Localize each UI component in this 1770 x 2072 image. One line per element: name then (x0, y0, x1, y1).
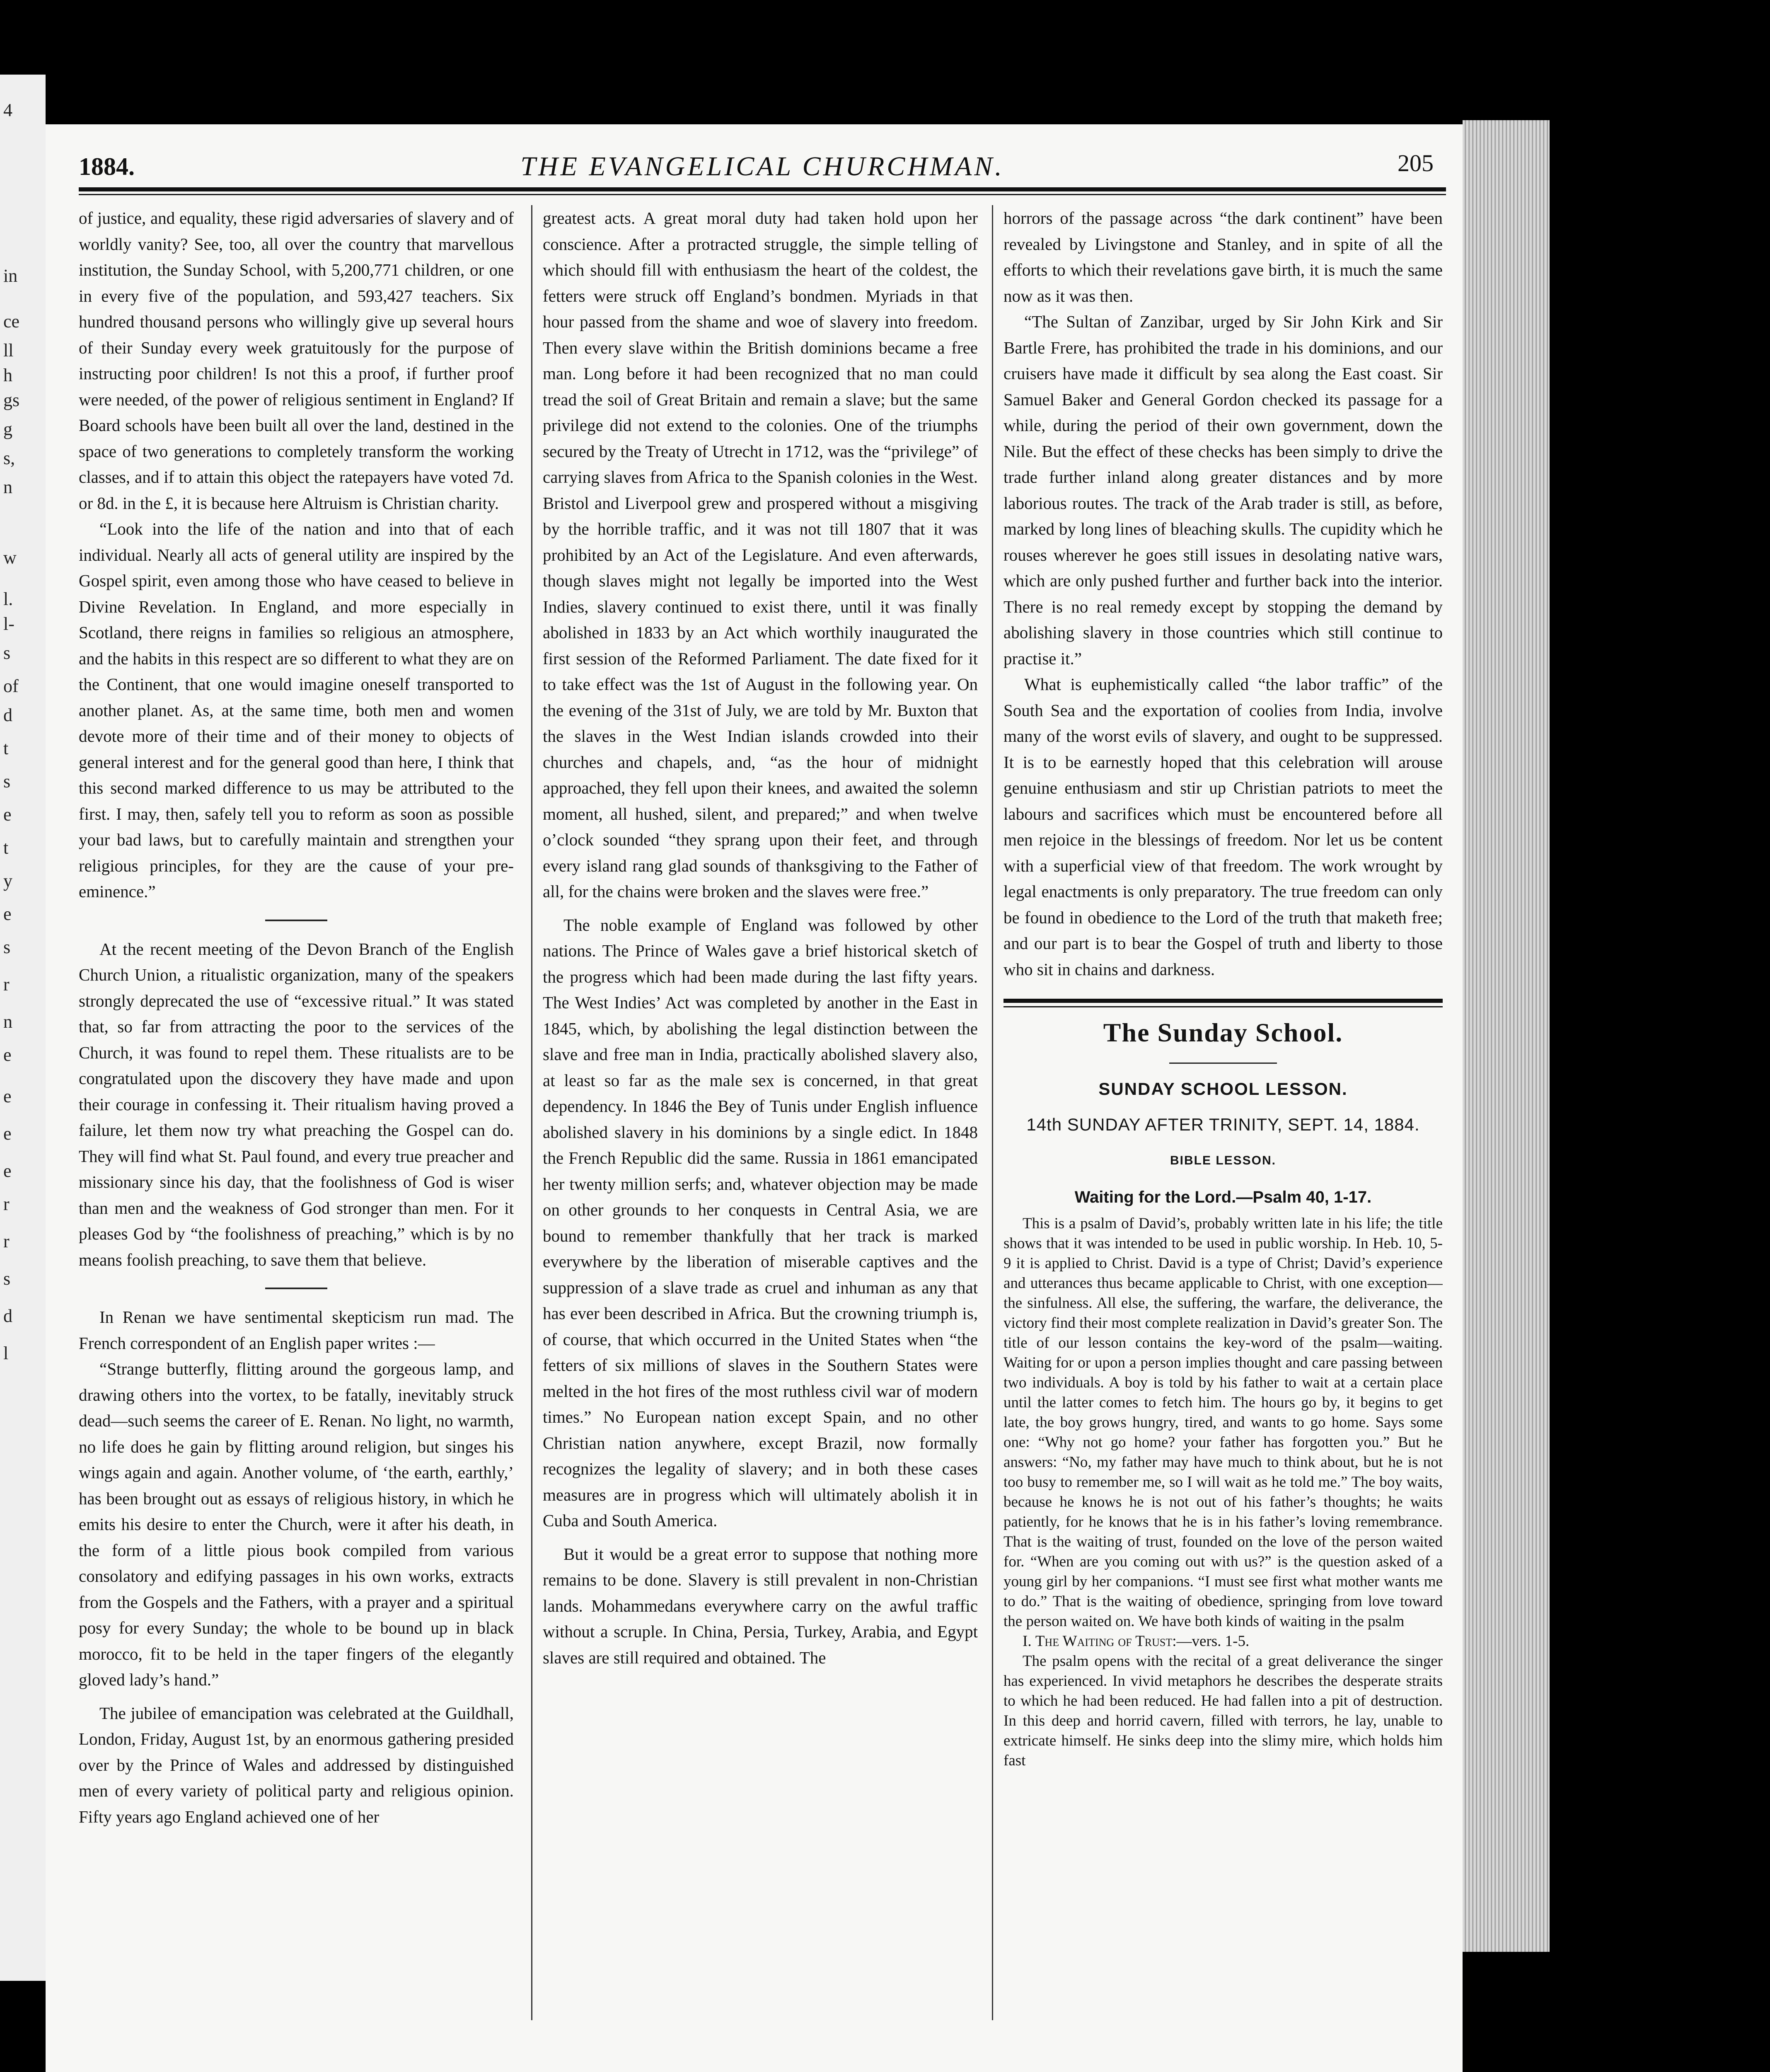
section-rule-light (1003, 1006, 1443, 1007)
adjacent-page-fragment: d (3, 1306, 12, 1326)
lesson-title: SUNDAY SCHOOL LESSON. (1098, 1079, 1348, 1099)
adjacent-page-fragment: l (3, 1343, 9, 1363)
column-2 (543, 205, 978, 2070)
adjacent-page-fragment: s (3, 771, 11, 792)
header-year: 1884. (79, 153, 135, 180)
paragraph: The jubilee of emancipation was celebrated at the Guildhall, London, Friday, August 1st, by an enormous gathering presided over by the Prince of Wales and addressed by distinguished men of every variety of political party and religious opinion. Fifty years ago England achieved one of her (79, 1703, 514, 1826)
adjacent-page-fragment: ce (3, 311, 20, 332)
adjacent-page-fragment: in (3, 266, 18, 286)
newspaper-page (46, 124, 1463, 2072)
adjacent-page-fragment: e (3, 1161, 12, 1181)
adjacent-page-fragment: s (3, 643, 11, 663)
adjacent-page-fragment: w (3, 547, 17, 568)
part-verses: :—vers. 1-5. (1172, 1632, 1250, 1650)
lesson-body (1003, 1214, 1443, 1771)
adjacent-page-fragment: s (3, 937, 11, 957)
adjacent-page-fragment: g (3, 419, 12, 439)
section-divider (265, 920, 327, 921)
part-title: The Waiting of Trust (1035, 1632, 1173, 1650)
page-header (79, 149, 1446, 182)
adjacent-page-fragment: l. (3, 589, 13, 609)
header-rule (79, 187, 1446, 191)
book-edge (1463, 120, 1550, 1952)
sunday-school-section-title: The Sunday School. (1103, 1018, 1343, 1047)
paragraph: The psalm opens with the recital of a great deliverance the singer has experienced. In vivid metaphors he describes the desperate straits to which he had been reduced. He had fallen into a pit of destruction. In this deep and horrid cavern, filled with terrors, he lay, unable to extricate himself. He sinks deep into the slimy mire, which holds him fast (1003, 1652, 1443, 1769)
header-rule-thin (79, 194, 1446, 195)
adjacent-page-fragment: l- (3, 614, 15, 634)
adjacent-page-fragment: e (3, 804, 12, 825)
adjacent-page-fragment: e (3, 1123, 12, 1144)
paragraph: At the recent meeting of the Devon Branch of the English Church Union, a ritualistic organization, many of the speakers strongly deprecated the use of “excessive ritual.” It was stated that, so far from attracting the poor to the services of the Church, it was found to repel them. These ritualists are to be congratulated upon the discovery they have made and upon their courage in confessing it. Their ritualism having proved a failure, let them now try what preaching the Gospel can do. They will find what St. Paul found, and every true preacher and missionary since his day, that the foolishness of God is wiser than men and the weakness of God stronger than men. For it pleases God by “the foolishness of preaching,” which is by no means foolish preaching, to save them that believe. (79, 939, 514, 1269)
adjacent-page-fragment: h (3, 365, 12, 385)
adjacent-page-fragment: of (3, 676, 19, 696)
adjacent-page-fragment: gs (3, 390, 20, 410)
column-1 (79, 205, 514, 2070)
column-separator (531, 205, 532, 2020)
adjacent-page-fragment: t (3, 838, 9, 858)
part-number: I. (1023, 1632, 1032, 1650)
adjacent-page-fragment: n (3, 1012, 12, 1032)
adjacent-page-fragment: e (3, 904, 12, 924)
adjacent-page-fragment: y (3, 871, 12, 891)
section-divider (265, 1288, 327, 1289)
page-number: 205 (1398, 150, 1434, 177)
adjacent-page-fragment: s (3, 1268, 11, 1289)
adjacent-page-fragment: e (3, 1086, 12, 1106)
paragraph: In Renan we have sentimental skepticism run mad. The French correspondent of an English paper writes :— (79, 1307, 514, 1353)
adjacent-page-fragment: 4 (3, 100, 12, 120)
paragraph: This is a psalm of David’s, probably written late in his life; the title shows that it was intended to be used in public worship. In Heb. 10, 5-9 it is applied to Christ. David is a type of Christ; David’s experience and utterances thus became applicable to Christ, with one exception—the sinfulness. All else, the suffering, the warfare, the deliverance, the victory find their most complete realization in David’s greater Son. The title of our lesson contains the key-word of the psalm—waiting. Waiting for or upon a person implies thought and care passing between two individuals. A boy is told by his father to wait at a certain place until the latter comes to fetch him. The hours go by, it begins to get late, the boy grows hungry, tired, and wants to go home. Says some one: “Why not go home? your father has forgotten you.” But he answers: “No, my father may have much to think about, but he is not too busy to remember me, so I will wait as he told me.” The boy waits, because he knows he is not out of his father’s thoughts; he waits patiently, for he knows that he is in his father’s loving remembrance. That is the waiting of trust, founded on the love of the person waited for. “When are you coming out with us?” is the question asked of a young girl by her companions. “I must see first what mother wants me to do.” That is the waiting of obedience, springing from love toward the person waited on. We have both kinds of waiting in the psalm (1003, 1215, 1443, 1630)
adjacent-page-fragment: r (3, 1231, 10, 1251)
lesson-date: 14th SUNDAY AFTER TRINITY, SEPT. 14, 1884. (1026, 1115, 1420, 1134)
lesson-heading: Waiting for the Lord.—Psalm 40, 1-17. (1074, 1188, 1372, 1206)
column-separator (992, 205, 993, 2020)
section-divider (1169, 1063, 1277, 1064)
paragraph: What is euphemistically called “the labor traffic” of the South Sea and the exportation of coolies from India, involve many of the worst evils of slavery, and ought to be suppressed. It is to be earnestly hoped that this celebration will arouse genuine enthusiasm and stir up Christian patriots to meet the labours and sacrifices which must be encountered before all men rejoice in the blessings of freedom. Nor let us be content with a superficial view of that freedom. The work wrought by legal enactments is only preparatory. The true freedom can only be found in obedience to the Lord of the truth that maketh free; and our part is to bear the Gospel of truth and liberty to those who sit in chains and darkness. (1003, 675, 1443, 979)
masthead-title: THE EVANGELICAL CHURCHMAN. (520, 151, 1004, 182)
paragraph: horrors of the passage across “the dark continent” have been revealed by Livingstone and Stanley, and in spite of all the efforts to which their revelations gave birth, it is much the same now as it was then. (1003, 208, 1443, 305)
adjacent-page-fragment: n (3, 477, 12, 497)
part-heading (1003, 1631, 1443, 1651)
paragraph: greatest acts. A great moral duty had taken hold upon her conscience. After a protracted struggle, the simple telling of which should fill with enthusiasm the heart of the coldest, the fetters were struck off England’s bondmen. Myriads in that hour passed from the shame and woe of slavery into freedom. Then every slave within the British dominions became a free man. Long before it had been recognized that no man could tread the soil of Great Britain and remain a slave; but the same privilege did not extend to the colonies. One of the triumphs secured by the Treaty of Utrecht in 1712, was the “privilege” of carrying slaves from Africa to the Spanish colonies in the West. Bristol and Liverpool grew and prospered without a misgiving by the horrible traffic, and it was not till 1807 that it was prohibited by an Act of the Legislature. And even afterwards, though slaves might not legally be imported into the West Indies, slavery continued to exist there, until it was finally abolished in 1833 by an Act which worthily inaugurated the first session of the Reformed Parliament. The date fixed for it to take effect was the 1st of August in the following year. On the evening of the 31st of July, we are told by Mr. Buxton that the slaves in the West Indian islands crowded into their churches and chapels, and, “as the hour of midnight approached, they fell upon their knees, and awaited the solemn moment, all hushed, silent, and prepared;” and when twelve o’clock sounded “they sprang upon their feet, and through every island rang glad sounds of thanksgiving to the Father of all, for the chains were broken and the slaves were free.” (543, 208, 978, 901)
section-rule-heavy (1003, 999, 1443, 1003)
adjacent-page-fragment: ll (3, 340, 14, 361)
adjacent-page-fragment: s, (3, 448, 15, 468)
adjacent-page-fragment: r (3, 1194, 10, 1214)
adjacent-page-fragment: d (3, 705, 12, 725)
paragraph: “Look into the life of the nation and into that of each individual. Nearly all acts of general utility are inspired by the Gospel spirit, even among those who have ceased to believe in Divine Revelation. In England, and more especially in Scotland, there reigns in families so religious an atmosphere, and the habits in this respect are so different to what they are on the Continent, that one would imagine oneself transported to another planet. As, at the same time, both men and women devote more of their time and of their money to objects of general interest and for the general good than here, I think that this second marked difference to us may be attributed to the first. I may, then, safely tell you to reform as soon as possible your bad laws, but to carefully maintain and strengthen your religious principles, for they are the cause of your pre-eminence.” (79, 519, 514, 901)
paragraph: “Strange butterfly, flitting around the gorgeous lamp, and drawing others into the vortex, to be fatally, inevitably struck dead—such seems the career of E. Renan. No light, no warmth, no life does he gain by flitting around religion, but singes his wings again and again. Another volume, of ‘the earth, earthly,’ has been brought out as essays of religious history, in which he emits his desire to enter the Church, were it after his death, in the form of a little pious book compiled from various consolatory and edifying passages in his own works, extracts from the Gospels and the Fathers, with a prayer and a spiritual posy for every Sunday; the whole to be bound up in black morocco, fit to be held in the taper fingers of the elegantly gloved lady’s hand.” (79, 1359, 514, 1689)
adjacent-page-fragment: r (3, 974, 10, 995)
paragraph: The noble example of England was followed by other nations. The Prince of Wales gave a brief historical sketch of the progress which had been made during the last fifty years. The West Indies’ Act was completed by another in the East in 1845, which, by abolishing the legal distinction between the slave and free man in India, practically abolished slavery also, at least so far as the male sex is concerned, in that great dependency. In 1846 the Bey of Tunis under English influence abolished slavery in his dominions by a single edict. In 1848 the French Republic did the same. Russia in 1861 emancipated her twenty million serfs; and, whatever objection may be made on other grounds to her conquests in Central Asia, we are bound to remember thankfully that her track is marked everywhere by the liberation of miserable captives and the suppression of a slave trade as cruel and inhuman as any that has ever been described in Africa. But the crowning triumph is, of course, that which occurred in the United States when “the fetters of six millions of slaves in the Southern States were melted in the hot fires of the most ruthless civil war of modern times.” No European nation except Spain, and no other Christian nation anywhere, except Brazil, now formally recognizes the legality of slavery; and in both these cases measures are in progress which will ultimately abolish it in Cuba and South America. (543, 915, 978, 1530)
adjacent-page-fragment: e (3, 1045, 12, 1065)
adjacent-page-strip (0, 75, 46, 1981)
adjacent-page-fragment: t (3, 738, 9, 758)
column-3 (1003, 205, 1443, 2070)
paragraph: “The Sultan of Zanzibar, urged by Sir John Kirk and Sir Bartle Frere, has prohibited the trade in his dominions, and our cruisers have made it difficult by sea along the East coast. Sir Samuel Baker and General Gordon checked its passage for a while, during the period of their own government, down the Nile. But the effect of these checks has been simply to drive the trade further inland along greater distances and by more laborious routes. The track of the Arab trader is still, as before, marked by long lines of bleaching skulls. The cupidity which he rouses wherever he goes still issues in desolating native wars, which are only pushed further and further back into the interior. There is no real remedy except by stopping the demand by abolishing slavery in those countries which still continue to practise it.” (1003, 312, 1443, 668)
paragraph: But it would be a great error to suppose that nothing more remains to be done. Slavery is still prevalent in non-Christian lands. Mohammedans everywhere carry on the awful traffic without a scruple. In China, Persia, Turkey, Arabia, and Egypt slaves are still required and obtained. The (543, 1544, 978, 1667)
bible-lesson-label: BIBLE LESSON. (1170, 1153, 1277, 1167)
paragraph: of justice, and equality, these rigid adversaries of slavery and of worldly vanity? See, too, all over the country that marvellous institution, the Sunday School, with 5,200,771 children, or one in every five of the population, and 593,427 teachers. Six hundred thousand persons who willingly give up several hours of their Sunday every week gratuitously for the purpose of instructing poor children! Is not this a proof, if further proof were needed, of the power of religious sentiment in England? If Board schools have been built all over the land, destined in the space of two generations to completely transform the working classes, and if to attain this object the ratepayers have voted 7d. or 8d. in the £, it is because here Altruism is Christian charity. (79, 208, 514, 513)
